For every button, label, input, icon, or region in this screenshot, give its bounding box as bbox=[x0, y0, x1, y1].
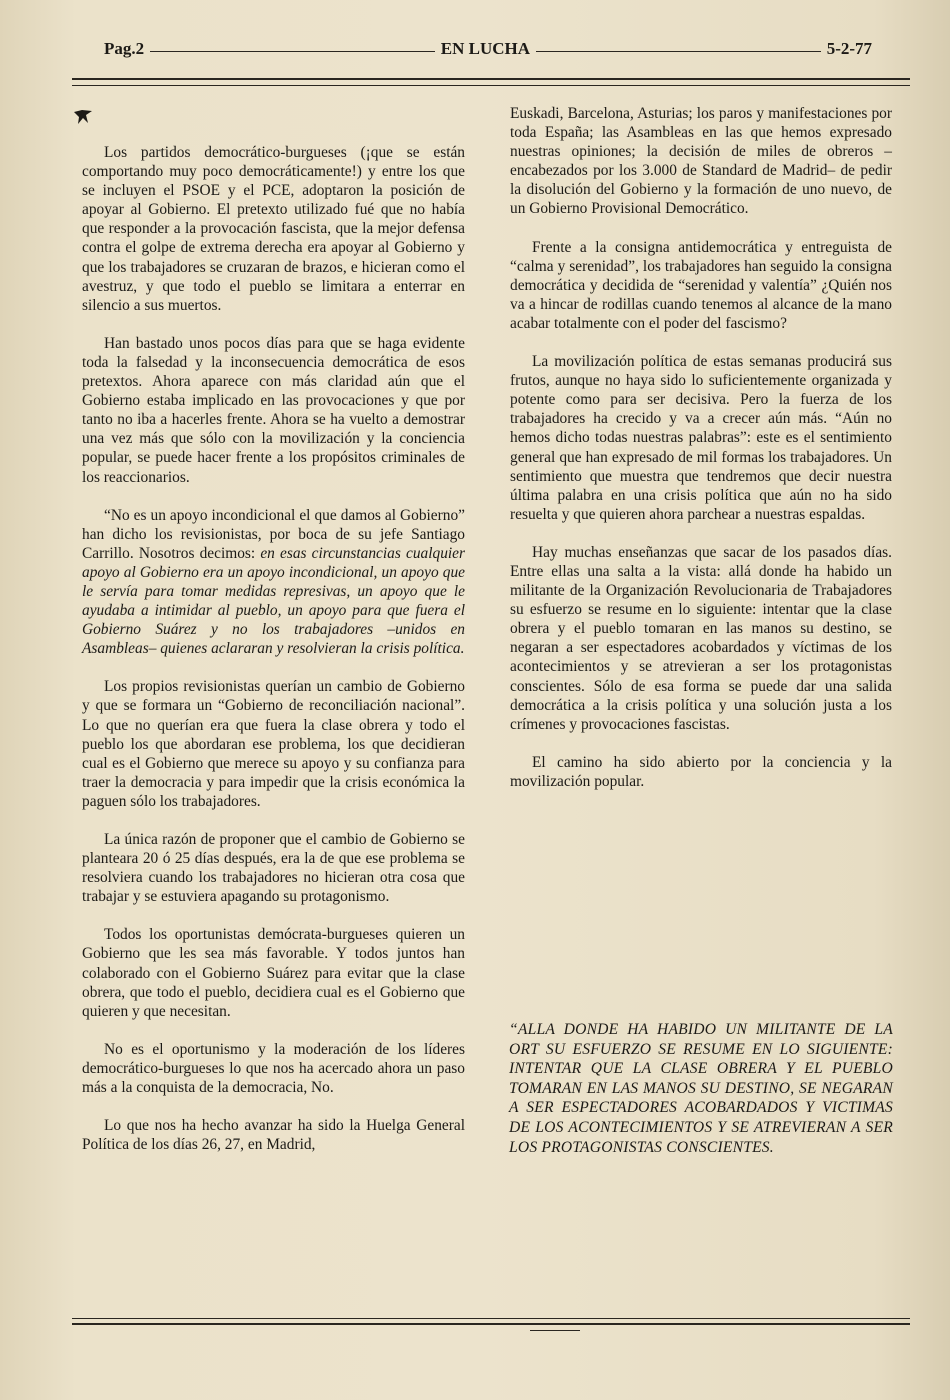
footer-dash bbox=[530, 1330, 580, 1331]
paragraph: Los propios revisionistas querían un cambio de Gobierno y que se formara un “Gobierno de reconciliación nacional”. Lo que no querían era que fuera la clase obrera y todo el pueblo los que abordaran ese problema, los que decidieran cual es el Gobierno que merece su apoyo y su confianza para traer la democracia y para impedir que la crisis económica la paguen sólo los trabajadores. bbox=[82, 678, 465, 810]
paragraph: La movilización política de estas semanas producirá sus frutos, aunque no haya sido lo suficientemente organizada y potente como para ser decisiva. Pero la fuerza de los trabajadores ha crecido y va a crecer aún más. “Aún no hemos dicho todas nuestras palabras”: este es el sentimiento general que han expresado de mil formas los trabajadores. Un sentimiento que muestra que tendremos que decir nuestra última palabra en una crisis política que aún no ha sido resuelta y que quieren ahora parchear a nuestras espaldas. bbox=[510, 353, 892, 523]
paragraph bbox=[82, 506, 465, 659]
ink-mark-icon bbox=[72, 108, 94, 126]
page-number: Pag.2 bbox=[104, 39, 145, 58]
right-column bbox=[510, 104, 892, 810]
header-rule bbox=[150, 51, 435, 52]
issue-date: 5-2-77 bbox=[826, 39, 873, 58]
paragraph: Frente a la consigna antidemocrática y entreguista de “calma y serenidad”, los trabajadores han seguido la consigna democrática y decidida de “serenidad y valentía” ¿Quién nos va a hincar de rodillas cuando tenemos al alcance de la mano acabar totalmente con el poder del fascismo? bbox=[510, 238, 892, 332]
paragraph: No es el oportunismo y la moderación de los líderes democrático-burgueses lo que nos ha acercado ahora un paso más a la conquista de la democracia, No. bbox=[82, 1040, 465, 1097]
bottom-rule bbox=[72, 1323, 910, 1325]
paragraph-emphasis: en esas circunstancias cualquier apoyo al Gobierno era un apoyo incondicional, un apoyo que le servía para tomar medidas represivas, un apoyo que le ayudaba a intimidar al pueblo, un apoyo para que fuera el Gobierno Suárez y no los trabajadores –unidos en Asambleas– quienes aclararan y resolvieran la crisis política. bbox=[82, 544, 465, 658]
left-column bbox=[82, 143, 465, 1173]
paragraph: Lo que nos ha hecho avanzar ha sido la Huelga General Política de los días 26, 27, en Madrid, bbox=[82, 1117, 465, 1154]
newspaper-title: EN LUCHA bbox=[440, 39, 531, 58]
top-rule-thin bbox=[72, 85, 910, 86]
paragraph: Todos los oportunistas demócrata-burgueses quieren un Gobierno que les sea más favorable. Y todos juntos han colaborado con el Gobierno Suárez para evitar que la clase obrera, que todo el pueblo, decidiera cual es el Gobierno que quieren y que necesitan. bbox=[82, 926, 465, 1020]
paragraph: La única razón de proponer que el cambio de Gobierno se planteara 20 ó 25 días después, era la de que ese problema se resolviera cuando los trabajadores no hicieran otra cosa que trabajar y se estuviera apagando su protagonismo. bbox=[82, 831, 465, 906]
paragraph: Han bastado unos pocos días para que se haga evidente toda la falsedad y la inconsecuencia democrática de esos pretextos. Ahora aparece con más claridad aún que el Gobierno estaba implicado en las provocaciones y que por tanto no iba a hacerles frente. Ahora se ha vuelto a demostrar una vez más que sólo con la movilización y la conciencia popular, se puede hacer frente a los propósitos criminales de los reaccionarios. bbox=[82, 334, 465, 486]
paragraph: Hay muchas enseñanzas que sacar de los pasados días. Entre ellas una salta a la vista: allá donde ha habido un militante de la Organización Revolucionaria de Trabajadores su esfuerzo se resume en lo siguiente: intentar que la clase obrera y el pueblo tomaran en las manos su destino, se negaran a ser espectadores acobardados y víctimas de los acontecimientos y se atrevieran a ser los protagonistas conscientes. Sólo de esa forma se puede dar una salida democrática a la crisis política y una solución justa a los crímenes y provocaciones fascistas. bbox=[510, 543, 892, 733]
paragraph: Euskadi, Barcelona, Asturias; los paros y manifestaciones por toda España; las Asambleas en las que hemos expresado nuestras opiniones; la decisión de miles de obreros –encabezados por los 3.000 de Standard de Madrid– de pedir la disolución del Gobierno y la formación de uno nuevo, de un Gobierno Provisional Democrático. bbox=[510, 105, 892, 218]
header-rule bbox=[536, 51, 821, 52]
paragraph: El camino ha sido abierto por la conciencia y la movilización popular. bbox=[510, 753, 892, 790]
page-header bbox=[104, 38, 872, 60]
paragraph: Los partidos democrático-burgueses (¡que se están comportando muy poco democráticamente!) y entre los que se incluyen el PSOE y el PCE, adoptaron la posición de apoyar al Gobierno. El pretexto utilizado fué que no había que responder a la provocación fascista, que la mejor defensa contra el golpe de extrema derecha era apoyar al Gobierno y que los trabajadores se cruzaran de brazos, e hicieran como el avestruz, y que todo el pueblo se limitara a enterrar en silencio a sus muertos. bbox=[82, 144, 465, 314]
top-rule bbox=[72, 78, 910, 80]
bottom-rule-thin bbox=[72, 1318, 910, 1319]
paragraph-text: “No es un apoyo incondicional el que damos al Gobierno” han dicho los revisionistas, por boca de su jefe Santiago Carrillo. Nosotros decimos: bbox=[82, 506, 465, 562]
pull-quote: “ALLA DONDE HA HABIDO UN MILITANTE DE LA ORT SU ESFUERZO SE RESUME EN LO SIGUIENTE: INTENTAR QUE LA CLASE OBRERA Y EL PUEBLO TOMARAN EN LAS MANOS SU DESTINO, SE NEGARAN A SER ESPECTADORES ACOBARDADOS Y VICTIMAS DE LOS ACONTECIMIENTOS Y SE ATREVIERAN A SER LOS PROTAGONISTAS CONSCIENTES. bbox=[509, 1021, 893, 1156]
